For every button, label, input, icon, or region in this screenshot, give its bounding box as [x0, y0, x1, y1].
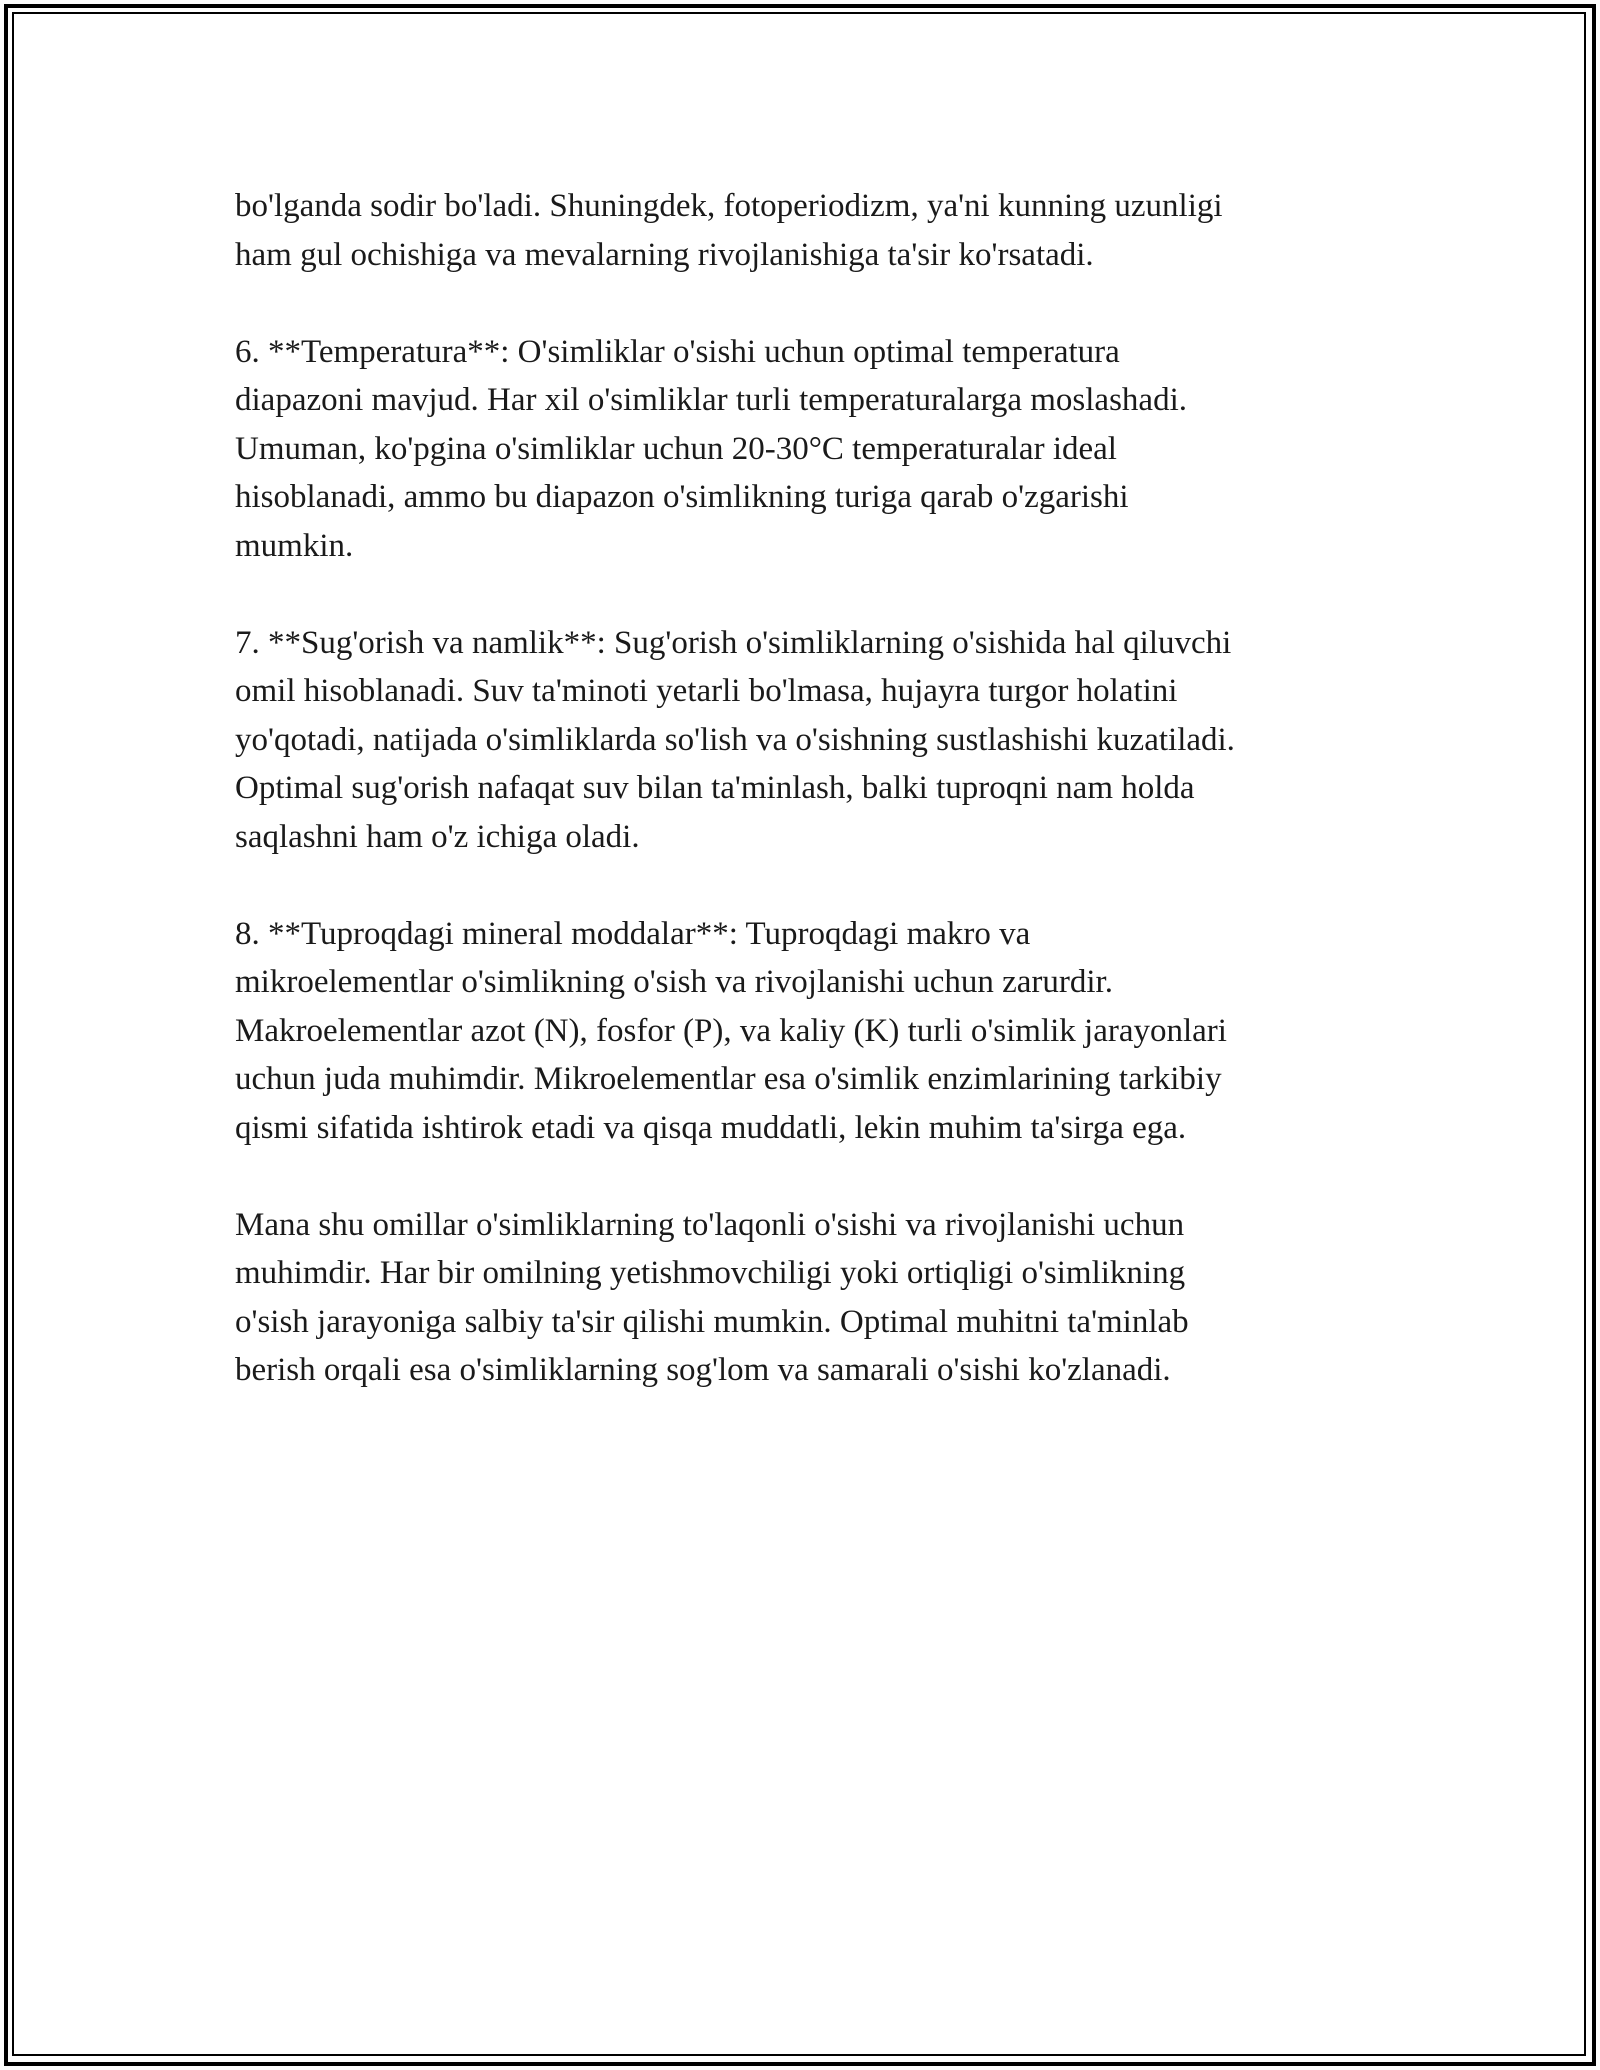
paragraph-photoperiodism-continuation: bo'lganda sodir bo'ladi. Shuningdek, fotoperiodizm, ya'ni kunning uzunligi ham gul ochishiga va mevalarning rivojlanishiga ta'sir ko'rsatadi. [235, 188, 1223, 273]
paragraph-soil-minerals: 8. **Tuproqdagi mineral moddalar**: Tuproqdagi makro va mikroelementlar o'simlikning o'sish va rivojlanishi uchun zarurdir. Makroelementlar azot (N), fosfor (P), va kaliy (K) turli o'simlik jarayonlari uchun juda muhimdir. Mikroelementlar esa o'simlik enzimlarining tarkibiy qismi sifatida ishtirok etadi va qisqa muddatli, lekin muhim ta'sirga ega. [235, 915, 1227, 1146]
paragraph-irrigation-humidity: 7. **Sug'orish va namlik**: Sug'orish o'simliklarning o'sishida hal qiluvchi omil hisoblanadi. Suv ta'minoti yetarli bo'lmasa, hujayra turgor holatini yo'qotadi, natijada o'simliklarda so'lish va o'sishning sustlashishi kuzatiladi. Optimal sug'orish nafaqat suv bilan ta'minlash, balki tuproqni nam holda saqlashni ham o'z ichiga oladi. [235, 624, 1235, 855]
document-body [235, 182, 1375, 1443]
paragraph-conclusion: Mana shu omillar o'simliklarning to'laqonli o'sishi va rivojlanishi uchun muhimdir. Har bir omilning yetishmovchiligi yoki ortiqligi o'simlikning o'sish jarayoniga salbiy ta'sir qilishi mumkin. Optimal muhitni ta'minlab berish orqali esa o'simliklarning sog'lom va samarali o'sishi ko'zlanadi. [235, 1206, 1189, 1388]
paragraph-temperature: 6. **Temperatura**: O'simliklar o'sishi uchun optimal temperatura diapazoni mavjud. Har xil o'simliklar turli temperaturalarga moslashadi. Umuman, ko'pgina o'simliklar uchun 20-30°C temperaturalar ideal hisoblanadi, ammo bu diapazon o'simlikning turiga qarab o'zgarishi mumkin. [235, 333, 1187, 564]
